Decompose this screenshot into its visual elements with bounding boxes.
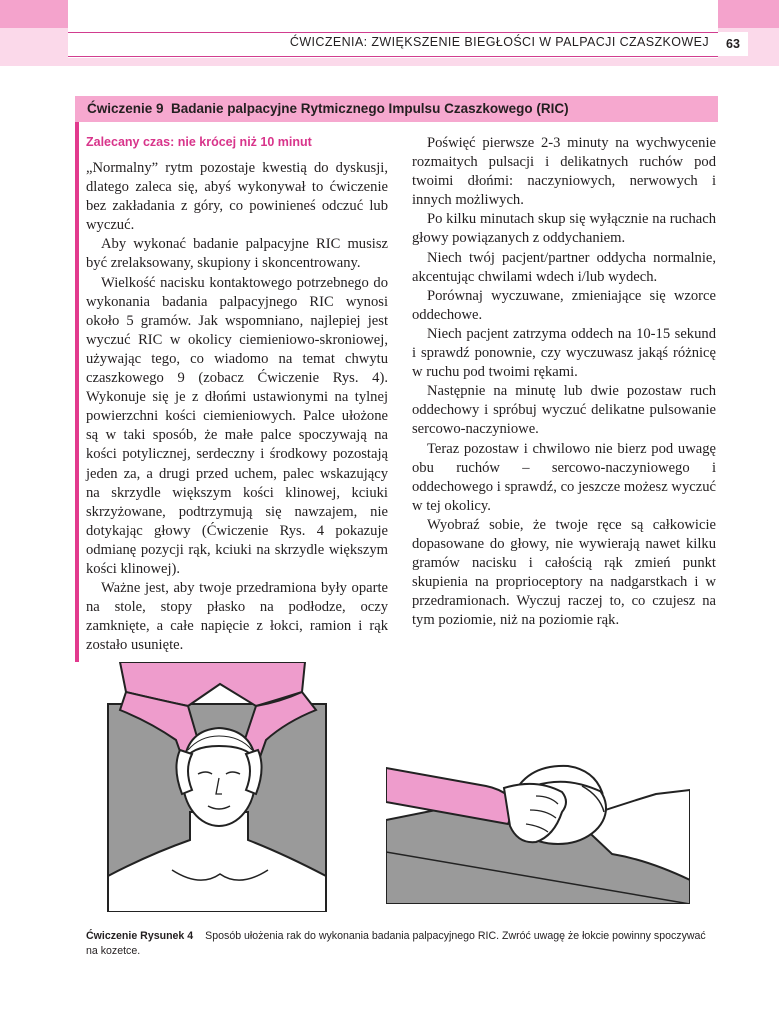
illustration-side-view [386,740,690,904]
exercise-title: Badanie palpacyjne Rytmicznego Impulsu Czaszkowego (RIC) [171,101,569,116]
paragraph: Niech pacjent zatrzyma oddech na 10-15 sekund i sprawdź ponownie, czy wyczuwasz jakąś różnicę w ruchu pod twoimi rękami. [412,325,716,381]
illustration-top-view [80,662,342,912]
left-accent-bar [75,122,79,662]
header-rule-bottom [68,56,718,57]
paragraph: Ważne jest, aby twoje przedramiona były oparte na stole, stopy płasko na podłodze, oczy zamknięte, a całe napięcie z łokci, ramion i rąk zostało usunięte. [86,580,388,654]
page-number: 63 [718,32,748,56]
paragraph: Poświęć pierwsze 2-3 minuty na wychwycenie rozmaitych pulsacji i delikatnych ruchów pod twoimi dłońmi: naczyniowych, nerwowych i innych możliwych. [412,135,716,209]
paragraph: Teraz pozostaw i chwilowo nie bierz pod uwagę obu ruchów – sercowo-naczyniowego i oddechowego i sprawdź, co jeszcze możesz wyczuć w tej okolicy. [412,440,716,514]
paragraph: Porównaj wyczuwane, zmieniające się wzorce oddechowe. [412,287,716,323]
paragraph: Wyobraź sobie, że twoje ręce są całkowicie dopasowane do głowy, nie wywierają nawet kilku gramów nacisku i całością rąk zmień punkt skupienia na proprioceptory na nadgarstkach i w przedramionach. Wyczuj raczej to, co czujesz na tym poziomie, niż na poziomie rąk. [412,516,716,629]
header-area [68,0,718,58]
paragraph: Aby wykonać badanie palpacyjne RIC musisz być zrelaksowany, skupiony i skoncentrowany. [86,236,388,272]
running-head: ĆWICZENIA: ZWIĘKSZENIE BIEGŁOŚCI W PALPACJI CZASZKOWEJ [289,35,709,49]
header-rule-top [68,32,718,33]
exercise-number: Ćwiczenie 9 [87,101,164,116]
caption-text: Sposób ułożenia rak do wykonania badania palpacyjnego RIC. Zwróć uwagę że łokcie powinny spoczywać na kozetce. [86,930,706,957]
recommended-time: Zalecany czas: nie krócej niż 10 minut [86,135,312,149]
left-column [86,134,388,655]
figure-caption [86,929,706,959]
paragraph: Niech twój pacjent/partner oddycha normalnie, akcentując chwilami wdech i/lub wydech. [412,249,716,285]
paragraph: Po kilku minutach skup się wyłącznie na ruchach głowy powiązanych z oddychaniem. [412,211,716,247]
paragraph: Wielkość nacisku kontaktowego potrzebnego do wykonania badania palpacyjnego RIC wynosi około 5 gramów. Jak wspomniano, najlepiej jest wyczuć RIC w okolicy ciemieniowo-skroniowej, używając tego, co wiadomo na temat chwytu czaszkowego 9 (zobacz Ćwiczenie Rys. 4). Wykonuje się je z dłońmi ustawionymi na tylnej powierzchni kości ciemieniowych. Palce ułożone są w taki sposób, że małe palce spoczywają na kości potylicznej, serdeczny i środkowy pozostają jeden za, a drugi przed uchem, palec wskazujący na skrzydle większym kości klinowej, kciuki skrzyżowane, podtrzymują się nawzajem, nie dotykając głowy (Ćwiczenie Rys. 4 pokazuje odmianę pozycji rąk, kciuki na skrzydle większym kości klinowej). [86,274,388,577]
right-column [412,134,716,630]
exercise-header [75,96,718,122]
paragraph: „Normalny” rytm pozostaje kwestią do dyskusji, dlatego zaleca się, abyś wykonywał to ćwiczenie bez zakładania z góry, co powinieneś odczuć lub wyczuć. [86,160,388,234]
caption-label: Ćwiczenie Rysunek 4 [86,930,194,942]
paragraph: Następnie na minutę lub dwie pozostaw ruch oddechowy i spróbuj wyczuć delikatne pulsowanie sercowo-naczyniowe. [412,383,716,438]
